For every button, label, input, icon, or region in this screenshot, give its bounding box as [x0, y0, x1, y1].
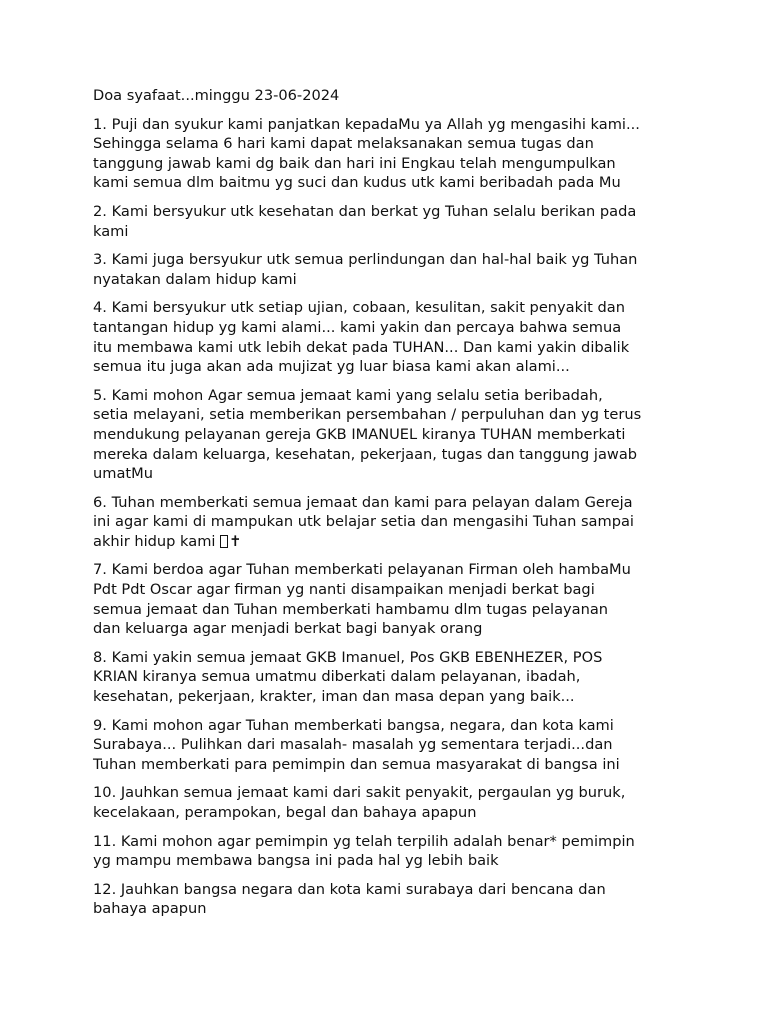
prayer-item-11	[93, 832, 683, 871]
text-line: mereka dalam keluarga, kesehatan, pekerjaan, tugas dan tanggung jawab	[93, 445, 638, 463]
text-line: 5. Kami mohon Agar semua jemaat kami yang selalu setia beribadah,	[93, 386, 603, 404]
text-line: 6. Tuhan memberkati semua jemaat dan kami para pelayan dalam Gereja	[93, 493, 633, 511]
prayer-item-8	[93, 648, 683, 707]
text-line: tantangan hidup yg kami alami... kami yakin dan percaya bahwa semua	[93, 318, 622, 336]
text-line: Surabaya... Pulihkan dari masalah- masalah yg sementara terjadi...dan	[93, 736, 613, 754]
document-body	[93, 86, 683, 928]
prayer-item-7	[93, 560, 683, 638]
text-line: yg mampu membawa bangsa ini pada hal yg lebih baik	[93, 852, 499, 870]
text-line: 7. Kami berdoa agar Tuhan memberkati pelayanan Firman oleh hambaMu	[93, 561, 631, 579]
text-line: setia melayani, setia memberikan persembahan / perpuluhan dan yg terus	[93, 406, 642, 424]
text-line: 2. Kami bersyukur utk kesehatan dan berkat yg Tuhan selalu berikan pada	[93, 202, 637, 220]
text-line: 3. Kami juga bersyukur utk semua perlindungan dan hal-hal baik yg Tuhan	[93, 251, 638, 269]
text-line: itu membawa kami utk lebih dekat pada TUHAN... Dan kami yakin dibalik	[93, 338, 630, 356]
text-line: kami	[93, 222, 129, 240]
prayer-item-6	[93, 493, 683, 552]
text-line: 8. Kami yakin semua jemaat GKB Imanuel, Pos GKB EBENHEZER, POS	[93, 648, 603, 666]
prayer-item-1	[93, 115, 683, 193]
missing-glyph-icon	[220, 535, 228, 548]
text-line: kesehatan, pekerjaan, krakter, iman dan masa depan yang baik...	[93, 688, 575, 706]
text-line: semua itu juga akan ada mujizat yg luar biasa kami akan alami...	[93, 358, 570, 376]
text-line: Pdt Pdt Oscar agar firman yg nanti disampaikan menjadi berkat bagi	[93, 581, 595, 599]
prayer-item-9	[93, 716, 683, 775]
text-line: semua jemaat dan Tuhan memberkati hambamu dlm tugas pelayanan	[93, 600, 609, 618]
prayer-item-5	[93, 386, 683, 484]
text-line: dan keluarga agar menjadi berkat bagi banyak orang	[93, 620, 483, 638]
prayer-item-4	[93, 298, 683, 376]
text-line: Tuhan memberkati para pemimpin dan semua masyarakat di bangsa ini	[93, 755, 620, 773]
text-line-content: akhir hidup kami	[93, 532, 221, 550]
text-line: 1. Puji dan syukur kami panjatkan kepadaMu ya Allah yg mengasihi kami...	[93, 115, 640, 133]
text-line: kami semua dlm baitmu yg suci dan kudus utk kami beribadah pada Mu	[93, 174, 621, 192]
prayer-item-10	[93, 783, 683, 822]
text-line-with-glyphs	[93, 532, 683, 552]
text-line: ini agar kami di mampukan utk belajar setia dan mengasihi Tuhan sampai	[93, 513, 634, 531]
text-line: 10. Jauhkan semua jemaat kami dari sakit penyakit, pergaulan yg buruk,	[93, 784, 626, 802]
text-line: bahaya apapun	[93, 900, 207, 918]
text-line: 12. Jauhkan bangsa negara dan kota kami surabaya dari bencana dan	[93, 880, 606, 898]
text-line: umatMu	[93, 465, 153, 483]
prayer-item-12	[93, 880, 683, 919]
text-line: 9. Kami mohon agar Tuhan memberkati bangsa, negara, dan kota kami	[93, 716, 614, 734]
text-line: kecelakaan, perampokan, begal dan bahaya apapun	[93, 804, 477, 821]
text-line: KRIAN kiranya semua umatmu diberkati dalam pelayanan, ibadah,	[93, 668, 581, 686]
text-line: Sehingga selama 6 hari kami dapat melaksanakan semua tugas dan	[93, 135, 594, 153]
text-line: 11. Kami mohon agar pemimpin yg telah terpilih adalah benar* pemimpin	[93, 832, 635, 850]
prayer-item-3	[93, 250, 683, 289]
text-line: mendukung pelayanan gereja GKB IMANUEL kiranya TUHAN memberkati	[93, 425, 626, 443]
text-line: tanggung jawab kami dg baik dan hari ini Engkau telah mengumpulkan	[93, 154, 616, 172]
prayer-item-2	[93, 202, 683, 241]
document-title: Doa syafaat...minggu 23-06-2024	[93, 87, 340, 104]
text-line: nyatakan dalam hidup kami	[93, 270, 297, 288]
text-line: 4. Kami bersyukur utk setiap ujian, cobaan, kesulitan, sakit penyakit dan	[93, 299, 625, 317]
cross-icon: ✝	[229, 532, 242, 550]
